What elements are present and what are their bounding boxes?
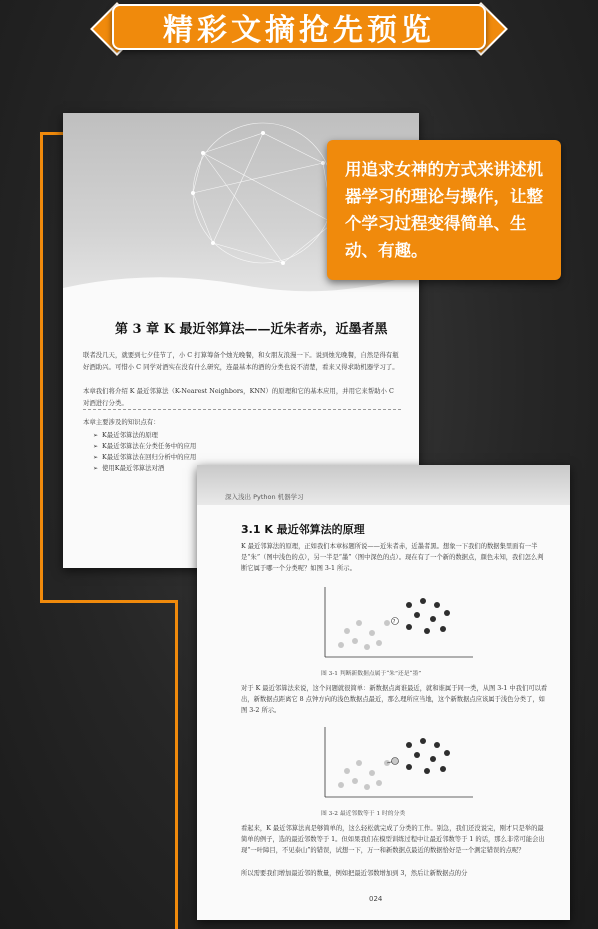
preview-banner — [112, 4, 486, 50]
frame-line-down — [175, 600, 178, 929]
section-paragraph: 对于 K 最近邻算法来说，这个问题就很简单：新数据点离谁最近，就和谁属于同一类，从图 3-1 中我们可以看出，新数据点距离它 8 点钟方向的浅色数据点最近，那么理所应当地，这个新数据点应该属于浅色分类了，如图 3-2 所示。 — [241, 685, 548, 714]
frame-line-bottom — [40, 600, 178, 603]
highlight-callout: 用追求女神的方式来讲述机器学习的理论与操作，让整个学习过程变得简单、生动、有趣。 — [327, 140, 561, 280]
running-head: 深入浅出 Python 机器学习 — [225, 493, 304, 501]
list-item: ➢ 使用K最近邻算法对酒 — [93, 463, 196, 474]
frame-line-top — [40, 132, 64, 135]
frame-line-left — [40, 132, 43, 602]
section-paragraph: 所以需要我们增加最近邻的数量，例如把最近邻数增加到 3，然后让新数据点的分 — [241, 870, 468, 877]
list-item: ➢ K最近邻算法在回归分析中的应用 — [93, 452, 196, 463]
chapter-summary-paragraph: 本章我们将介绍 K 最近邻算法（K-Nearest Neighbors，KNN）的原理和它的基本应用，并用它来帮助小 C 对酒进行分类。 — [83, 387, 394, 407]
banner-title: 精彩文摘抢先预览 — [163, 13, 435, 48]
scatter-points-light — [338, 760, 390, 790]
new-point-label: ? — [392, 619, 396, 625]
figure-3-2-caption: 图 3-2 最近邻数等于 1 时的分类 — [321, 811, 406, 817]
dashed-divider — [83, 409, 401, 410]
section-paragraph: 看起来，K 最近邻算法真是够简单的，这么轻松就完成了分类的工作。别急，我们还没说完，刚才只是举的最简单的例子，选的最近邻数等于 1。但如果我们在模型训练过程中让最近邻数等于 1 的话，那么非常可能会出现“一叶障目，不见泰山”的错误，试想一下，万一和新数据点最近的数据恰好是一个测定错误的点呢？ — [241, 825, 545, 854]
list-item: ➢ K最近邻算法在分类任务中的应用 — [93, 441, 196, 452]
classified-point-marker — [392, 758, 399, 765]
figure-3-2-scatter — [317, 723, 477, 803]
chapter-intro-paragraph: 联者没几天，就要到七夕佳节了，小 C 打算筹备个烛光晚餐，和女朋友浪漫一下。说到烛光晚餐，自然是得有瓶好酒助兴。可惜小 C 同学对酒实在没有什么研究，连最基本的酒的分类也说不清楚，看来又得求助机器学习了。 — [83, 351, 399, 371]
list-item: ➢ K最近邻算法的原理 — [93, 430, 196, 441]
figure-3-1-scatter — [317, 583, 477, 663]
scatter-points-dark — [406, 738, 450, 774]
scatter-points-dark — [406, 598, 450, 634]
section-paragraph: K 最近邻算法的原理，正如我们本章标题所说——近朱者赤，近墨者黑。想象一下我们的数据集里面有一半是“朱”（图中浅色的点），另一半是“墨”（图中深色的点）。现在有了一个新的数据点，颜色未知，我们怎么判断它属于哪一个分类呢？如图 3-1 所示。 — [241, 543, 544, 572]
scatter-points-light — [338, 620, 390, 650]
topics-intro: 本章主要涉及的知识点有： — [83, 418, 160, 426]
figure-3-1-caption: 图 3-1 判断新数据点属于“朱”还是“墨” — [321, 671, 422, 677]
page-number: 024 — [369, 895, 383, 903]
topics-list — [93, 430, 196, 474]
section-title: 3.1 K 最近邻算法的原理 — [241, 523, 365, 536]
section-page — [197, 465, 570, 920]
chapter-title: 第 3 章 K 最近邻算法——近朱者赤，近墨者黑 — [115, 322, 388, 337]
